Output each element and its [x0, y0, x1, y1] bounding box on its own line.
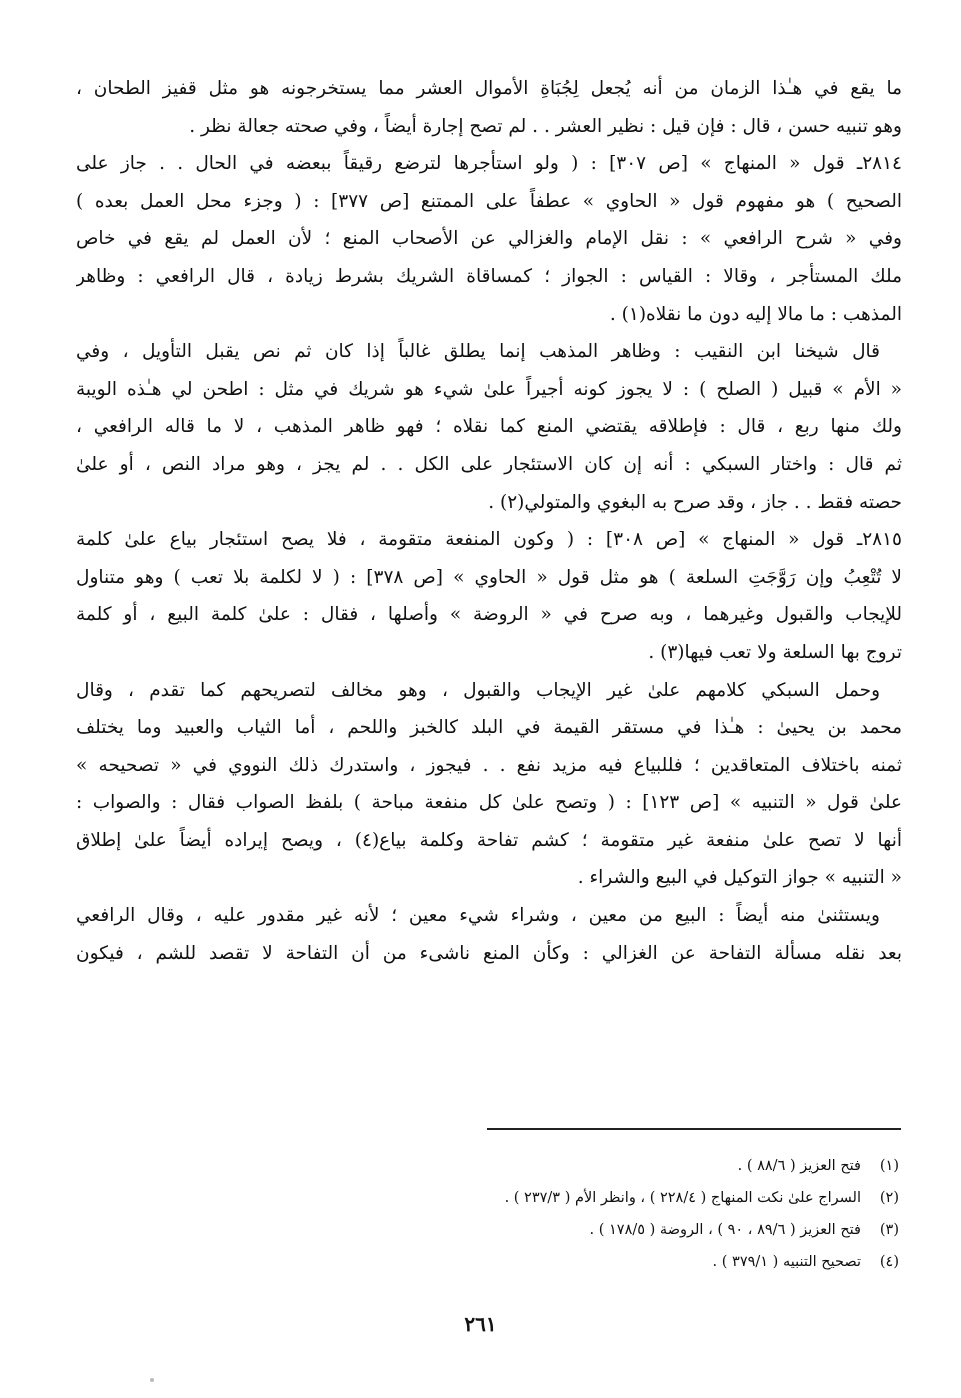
main-text — [76, 70, 902, 972]
footnote-2 — [299, 1182, 899, 1214]
text-line: بعد نقله مسألة التفاحة عن الغزالي : وكأن المنع ناشىء من أن التفاحة لا تقصد للشم ، فيكون — [76, 942, 902, 964]
text-line: وحمل السبكي كلامهم علىٰ غير الإيجاب والقبول ، وهو مخالف لتصريحهم كما تقدم ، وقال — [76, 679, 880, 701]
text-line: حصته فقط . . جاز ، وقد صرح به البغوي والمتولي(٢) . — [488, 491, 902, 513]
text-line: المذهب : ما مالا إليه دون ما نقلاه(١) . — [609, 303, 902, 325]
text-line: لا تُتْعِبُ وإن رَوَّجَتِ السلعة ) هو مثل قول « الحاوي » [ص ٣٧٨] : ( لا لكلمة بلا تعب ) وهو متناول — [76, 566, 902, 588]
text-line: علىٰ قول « التنبيه » [ص ١٢٣] : ( وتصح علىٰ كل منفعة مباحة ) بلفظ الصواب فقال : والصواب : — [76, 792, 902, 814]
text-line: « التنبيه » جواز التوكيل في البيع والشراء . — [577, 867, 902, 889]
text-line: « الأم » قبيل ( الصلح ) : لا يجوز كونه أجيراً علىٰ شيء هو شريك في مثل : اطحن لي هـٰذه الويبة — [76, 378, 902, 400]
paragraph-5 — [76, 672, 902, 898]
text-line: محمد بن يحيىٰ : هـٰذا في مستقر القيمة في البلد كالخبز واللحم ، أما الثياب والعبيد وما يختلف — [76, 717, 902, 739]
text-line: وهو تنبيه حسن ، قال : فإن قيل : نظير العشر . . لم تصح إجارة أيضاً ، وفي صحته جعالة نظر . — [189, 115, 902, 137]
text-line: ويستثنىٰ منه أيضاً : البيع من معين ، وشراء شيء معين ؛ لأنه غير مقدور عليه ، وقال الرافعي — [76, 905, 880, 927]
text-line: ملك المستأجر ، وقالا : القياس : الجواز ؛ كمساقاة الشريك بشرط زيادة ، قال الرافعي : وظاهر — [76, 265, 902, 287]
footnote-number: (٢) — [879, 1190, 899, 1206]
footnotes — [299, 1150, 899, 1278]
text-line: قال شيخنا ابن النقيب : وظاهر المذهب إنما يطلق غالباً إذا كان ثم نص يقبل التأويل ، وفي — [76, 341, 880, 363]
text-line: ولك منها ربع ، قال : فإطلاقه يقتضي المنع كما نقلاه ؛ فهو ظاهر المذهب ، لا ما قاله الرافعي ، — [76, 416, 902, 438]
text-line: ثمنه باختلاف المتعاقدين ؛ فللبياع فيه مزيد نفع . . فيجوز ، واستدرك ذلك النووي في « تصحيحه » — [76, 754, 902, 776]
footnote-1 — [299, 1150, 899, 1182]
footnote-4 — [299, 1246, 899, 1278]
footnote-number: (١) — [879, 1158, 899, 1174]
paragraph-4-entry-2815 — [76, 521, 902, 671]
footnote-divider — [487, 1128, 901, 1130]
text-line: وفي « شرح الرافعي » : نقل الإمام والغزالي عن الأصحاب المنع ؛ لأن العمل لم يقع في خاص — [76, 228, 902, 250]
paragraph-3 — [76, 333, 902, 521]
footnote-3 — [299, 1214, 899, 1246]
paragraph-1 — [76, 70, 902, 145]
text-line: ٢٨١٥ـ قول « المنهاج » [ص ٣٠٨] : ( وكون المنفعة متقومة ، فلا يصح استئجار بياع علىٰ كلمة — [76, 529, 902, 551]
footnote-text: تصحيح التنبيه ( ٣٧٩/١ ) . — [712, 1254, 861, 1270]
footnote-text: السراج علىٰ نكت المنهاج ( ٢٢٨/٤ ) ، وانظر الأم ( ٢٣٧/٣ ) . — [504, 1190, 861, 1206]
text-line: أنها لا تصح علىٰ منفعة غير متقومة ؛ كشم تفاحة وكلمة بياع(٤) ، ويصح إيراده أيضاً علىٰ إطلاق — [76, 829, 902, 851]
text-line: الصحيح ) هو مفهوم قول « الحاوي » عطفاً على الممتنع [ص ٣٧٧] : ( وجزء محل العمل بعده ) — [76, 190, 902, 212]
page-number: ٢٦١ — [464, 1312, 497, 1336]
paragraph-2-entry-2814 — [76, 145, 902, 333]
footnote-text: فتح العزيز ( ٨٩/٦ ، ٩٠ ) ، الروضة ( ١٧٨/٥ ) . — [589, 1222, 861, 1238]
paragraph-6 — [76, 897, 902, 972]
text-line: ٢٨١٤ـ قول « المنهاج » [ص ٣٠٧] : ( ولو استأجرها لترضع رقيقاً ببعضه في الحال . . جاز على — [76, 153, 902, 175]
footnote-number: (٤) — [879, 1254, 899, 1270]
text-line: تروج بها السلعة ولا تعب فيها(٣) . — [648, 641, 902, 663]
scan-speck — [150, 1378, 154, 1382]
footnote-number: (٣) — [879, 1222, 899, 1238]
footnote-text: فتح العزيز ( ٨٨/٦ ) . — [737, 1158, 861, 1174]
text-line: للإيجاب والقبول وغيرهما ، وبه صرح في « الروضة » وأصلها ، فقال : علىٰ كلمة البيع ، أو كلمة — [76, 604, 902, 626]
text-line: ثم قال : واختار السبكي : أنه إن كان الاستئجار على الكل . . لم يجز ، وهو مراد النص ، أو علىٰ — [76, 453, 902, 475]
text-line: ما يقع في هـٰذا الزمان من أنه يُجعل لِجُبَاةِ الأموال العشر مما يستخرجونه هو مثل قفيز الطحان ، — [76, 78, 902, 99]
